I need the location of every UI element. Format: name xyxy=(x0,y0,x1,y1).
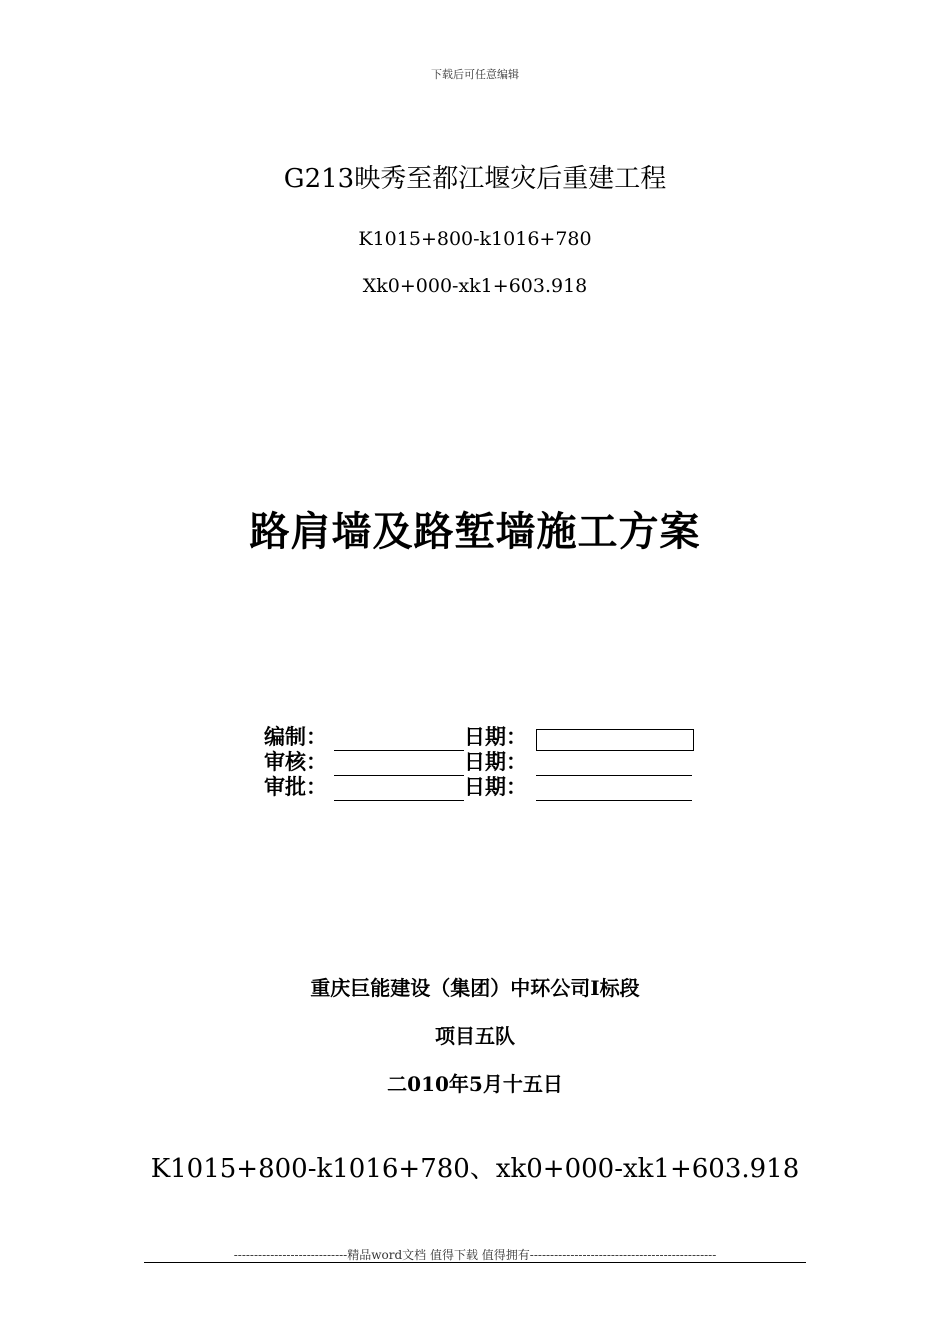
reviewed-date-label: 日期： xyxy=(464,749,527,774)
prepared-date-field[interactable] xyxy=(536,729,694,751)
signoff-block xyxy=(264,726,704,801)
prepared-signature-field[interactable] xyxy=(334,730,464,751)
prepared-label: 编制： xyxy=(264,724,327,749)
document-title: 路肩墙及路堑墙施工方案 xyxy=(249,508,701,555)
footer-divider xyxy=(144,1262,806,1263)
company-name: 重庆巨能建设（集团）中环公司Ⅰ标段 xyxy=(310,976,640,1000)
project-name: G213映秀至都江堰灾后重建工程 xyxy=(283,164,667,194)
document-date: 二010年5月十五日 xyxy=(387,1072,563,1096)
approved-label: 审批： xyxy=(264,774,327,799)
reviewed-signature-field[interactable] xyxy=(334,755,464,776)
header-note: 下载后可任意编辑 xyxy=(431,68,519,81)
approved-date-field[interactable] xyxy=(536,780,692,801)
range-line-2: Xk0+000-xk1+603.918 xyxy=(362,275,588,297)
approved-signature-field[interactable] xyxy=(334,780,464,801)
range-summary: K1015+800-k1016+780、xk0+000-xk1+603.918 xyxy=(150,1154,800,1184)
team-name: 项目五队 xyxy=(435,1024,515,1048)
reviewed-label: 审核： xyxy=(264,749,327,774)
range-line-1: K1015+800-k1016+780 xyxy=(358,228,592,250)
signoff-row-approved xyxy=(264,776,704,801)
approved-date-label: 日期： xyxy=(464,774,527,799)
prepared-date-label: 日期： xyxy=(464,724,527,749)
footer-note: ----------------------------精品word文档 值得下载 值得拥有---------------------------------------------- xyxy=(233,1248,717,1262)
reviewed-date-field[interactable] xyxy=(536,755,692,776)
